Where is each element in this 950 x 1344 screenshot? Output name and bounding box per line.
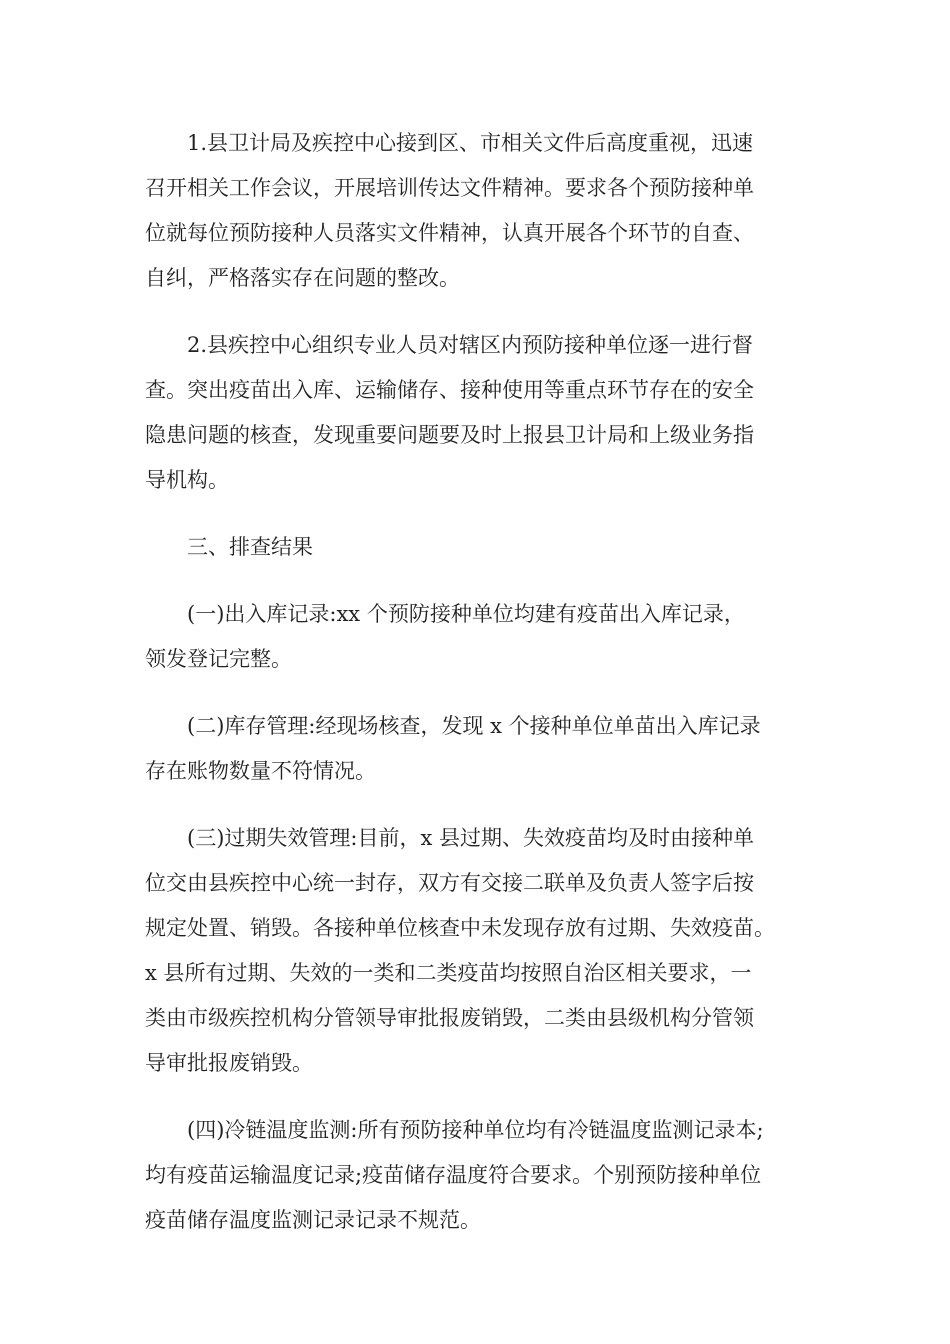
paragraph-item-1 [145, 592, 815, 682]
text-line: 导审批报废销毁。 [145, 1051, 313, 1075]
text-line: 1.县卫计局及疾控中心接到区、市相关文件后高度重视，迅速 [187, 131, 754, 155]
text-line: 位交由县疾控中心统一封存，双方有交接二联单及负责人签字后按 [145, 871, 754, 895]
text-line: 召开相关工作会议，开展培训传达文件精神。要求各个预防接种单 [145, 176, 754, 200]
paragraph-item-3 [145, 816, 815, 1086]
paragraph-2 [145, 323, 815, 503]
section-heading [145, 525, 815, 570]
text-line: 类由市级疾控机构分管领导审批报废销毁，二类由县级机构分管领 [145, 1006, 754, 1030]
text-line: 查。突出疫苗出入库、运输储存、接种使用等重点环节存在的安全 [145, 378, 754, 402]
text-line: 导机构。 [145, 468, 229, 492]
text-line: 隐患问题的核查，发现重要问题要及时上报县卫计局和上级业务指 [145, 423, 754, 447]
heading-line: 三、排查结果 [187, 535, 313, 559]
paragraph-1 [145, 121, 815, 301]
text-line: (一)出入库记录:xx 个预防接种单位均建有疫苗出入库记录， [187, 602, 745, 626]
text-line: 领发登记完整。 [145, 647, 292, 671]
text-line: 位就每位预防接种人员落实文件精神，认真开展各个环节的自查、 [145, 221, 754, 245]
text-line: 规定处置、销毁。各接种单位核查中未发现存放有过期、失效疫苗。 [145, 916, 775, 940]
text-line: 疫苗储存温度监测记录记录不规范。 [145, 1208, 481, 1232]
text-line: 自纠，严格落实存在问题的整改。 [145, 266, 460, 290]
paragraph-item-4 [145, 1108, 815, 1243]
text-line: x 县所有过期、失效的一类和二类疫苗均按照自治区相关要求，一 [145, 961, 752, 985]
text-line: (四)冷链温度监测:所有预防接种单位均有冷链温度监测记录本; [187, 1118, 764, 1142]
text-line: 存在账物数量不符情况。 [145, 759, 376, 783]
paragraph-item-2 [145, 704, 815, 794]
text-line: (二)库存管理:经现场核查，发现 x 个接种单位单苗出入库记录 [187, 714, 761, 738]
text-line: 2.县疾控中心组织专业人员对辖区内预防接种单位逐一进行督 [187, 333, 754, 357]
text-line: 均有疫苗运输温度记录;疫苗储存温度符合要求。个别预防接种单位 [145, 1163, 762, 1187]
text-line: (三)过期失效管理:目前，x 县过期、失效疫苗均及时由接种单 [187, 826, 754, 850]
document-body [145, 121, 815, 1265]
